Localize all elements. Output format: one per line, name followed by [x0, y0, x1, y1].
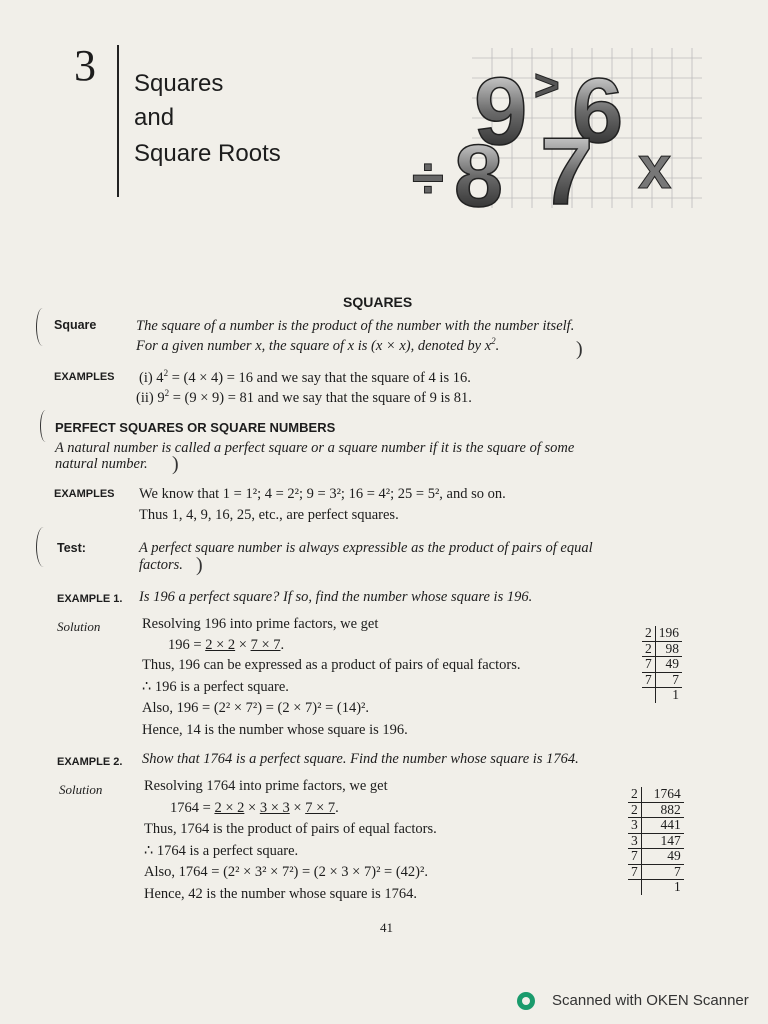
pen-bracket-mark [36, 308, 49, 346]
pen-curl-mark: ) [576, 338, 583, 360]
squares-heading: SQUARES [343, 294, 413, 310]
example-2-question: Show that 1764 is a perfect square. Find the number whose square is 1764. [142, 751, 579, 767]
example-2-line-6: Hence, 42 is the number whose square is 1764. [144, 886, 418, 902]
test-label: Test: [57, 541, 86, 555]
square-example-ii: (ii) $9^2 = (9 \times 9) = 81$ and we say that the square of 9 is 81. [136, 388, 472, 406]
example-1-factorization: 196 = 2 × 2 × 7 × 7. [168, 637, 285, 653]
numbers-illustration [412, 48, 702, 208]
example-1-line-5: Also, 196 = (2² × 7²) = (2 × 7)² = (14)². [142, 700, 370, 716]
perfect-square-example-line-2: Thus 1, 4, 9, 16, 25, etc., are perfect squares. [139, 507, 399, 523]
square-definition-line-1: The square of a number is the product of the number with the number itself. [136, 318, 575, 334]
square-example-i: (i) $4^2 = (4 \times 4) = 16$ and we say that the square of 4 is 16. [139, 368, 471, 386]
example-2-label: EXAMPLE 2. [57, 756, 123, 768]
example-2-factorization: 1764 = 2 × 2 × 3 × 3 × 7 × 7. [170, 800, 339, 816]
example-2-line-1: Resolving 1764 into prime factors, we get [144, 778, 388, 794]
scanner-watermark-text: Scanned with OKEN Scanner [552, 992, 749, 1009]
perfect-square-definition-line-1: A natural number is called a perfect square or a square number if it is the square of some [55, 440, 575, 456]
example-1-line-3: Thus, 196 can be expressed as a product of pairs of equal factors. [142, 657, 521, 673]
pen-curl-mark: ) [196, 554, 203, 576]
example-2-line-5: Also, 1764 = (2² × 3² × 7²) = (2 × 3 × 7)² = (42)². [144, 864, 428, 880]
greater-than-glyph: > [534, 61, 560, 110]
chapter-title-line-3: Square Roots [134, 140, 281, 167]
perfect-square-example-line-1: We know that 1 = 1²; 4 = 2²; 9 = 3²; 16 = 4²; 25 = 5², and so on. [139, 486, 506, 502]
example-1-division-table: 2 196 2 98 7 49 7 7 1 [642, 626, 682, 703]
chapter-title-line-1: Squares [134, 70, 224, 97]
perfect-square-definition-line-2: natural number. [55, 456, 148, 472]
example-2-solution-label: Solution [59, 782, 103, 797]
pen-curl-mark: ) [172, 453, 179, 475]
chapter-title-line-2: and [134, 104, 175, 131]
digit-8-glyph: 8 [454, 126, 503, 208]
example-1-question: Is 196 a perfect square? If so, find the number whose square is 196. [139, 589, 533, 605]
examples-label-1: EXAMPLES [54, 371, 115, 383]
page-number: 41 [380, 920, 393, 935]
test-statement-line-2: factors. [139, 557, 183, 573]
square-definition-line-2: For a given number x, the square of x is (x × x), denoted by $x^2$. [136, 336, 500, 354]
test-statement-line-1: A perfect square number is always expressible as the product of pairs of equal [139, 540, 593, 556]
perfect-squares-heading: PERFECT SQUARES OR SQUARE NUMBERS [55, 420, 336, 435]
pen-bracket-mark [36, 527, 51, 567]
square-label: Square [54, 318, 97, 332]
times-glyph: x [638, 134, 672, 201]
pen-bracket-mark [40, 410, 51, 442]
example-1-line-1: Resolving 196 into prime factors, we get [142, 616, 379, 632]
example-1-line-4: ∴ 196 is a perfect square. [142, 679, 289, 695]
example-2-line-4: ∴ 1764 is a perfect square. [144, 843, 299, 859]
chapter-number: 3 [74, 41, 96, 90]
digit-6-glyph: 6 [572, 60, 624, 162]
digit-7-glyph: 7 [540, 118, 594, 208]
examples-label-2: EXAMPLES [54, 488, 115, 500]
example-2-division-table: 2 1764 2 882 3 441 3 147 7 49 7 7 1 [628, 787, 684, 895]
oken-scanner-logo-icon [517, 992, 535, 1010]
divide-glyph: ÷ [412, 146, 444, 208]
chapter-divider [117, 45, 119, 197]
example-1-line-6: Hence, 14 is the number whose square is 196. [142, 722, 408, 738]
example-1-solution-label: Solution [57, 619, 101, 634]
digit-9-glyph: 9 [474, 58, 528, 165]
example-2-line-3: Thus, 1764 is the product of pairs of equal factors. [144, 821, 437, 837]
example-1-label: EXAMPLE 1. [57, 593, 123, 605]
